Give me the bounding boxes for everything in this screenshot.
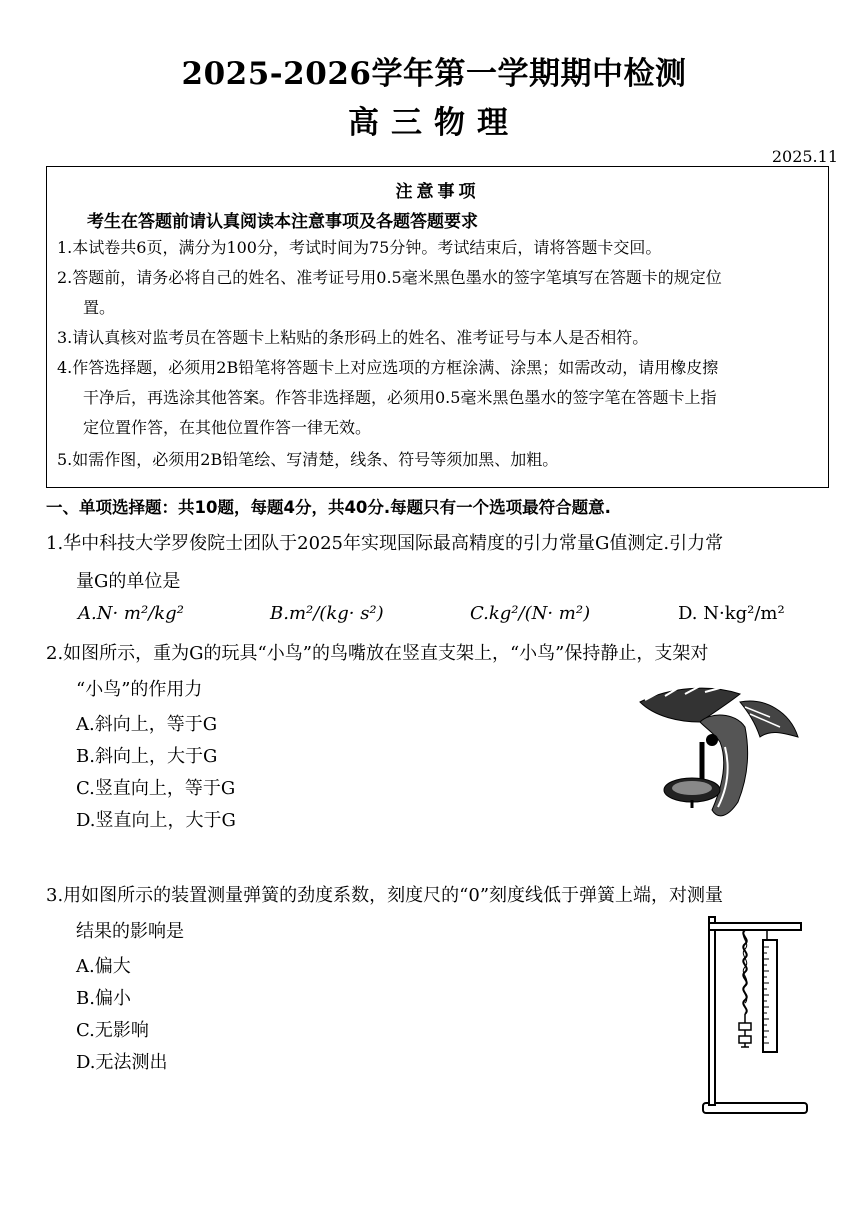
q2-option-a[interactable]: A.斜向上，等于G — [76, 714, 218, 735]
exam-subject: 高三物理 — [348, 105, 520, 141]
q1-option-d[interactable]: D. N·kg²/m² — [678, 603, 785, 624]
notice-item-5 — [57, 445, 825, 475]
notice-item-text: 3.请认真核对监考员在答题卡上粘贴的条形码上的姓名、准考证号与本人是否相符。 — [57, 328, 649, 347]
question-stem-cont: 结果的影响是 — [76, 921, 184, 942]
notice-item-text: 2.答题前，请务必将自己的姓名、准考证号用0.5毫米黑色墨水的签字笔填写在答题卡的规定位 — [57, 268, 722, 287]
question-stem: 2.如图所示，重为G的玩具“小鸟”的鸟嘴放在竖直支架上，“小鸟”保持静止，支架对 — [46, 643, 709, 664]
notice-heading: 注意事项 — [395, 182, 480, 202]
notice-item-text: 4.作答选择题，必须用2B铅笔将答题卡上对应选项的方框涂满、涂黑；如需改动，请用橡皮擦 — [57, 358, 719, 377]
notice-subheading: 考生在答题前请认真阅读本注意事项及各题答题要求 — [87, 212, 478, 232]
q3-option-b[interactable]: B.偏小 — [76, 988, 131, 1009]
notice-item-cont: 置。 — [83, 298, 116, 317]
bird-toy-figure — [630, 682, 805, 832]
question-stem: 1.华中科技大学罗俊院士团队于2025年实现国际最高精度的引力常量G值测定.引力常 — [46, 533, 724, 554]
notice-item-text: 1.本试卷共6页，满分为100分，考试时间为75分钟。考试结束后，请将答题卡交回。 — [57, 238, 662, 257]
q1-option-a[interactable]: A.N· m²/kg² — [78, 603, 184, 624]
notice-item-text: 5.如需作图，必须用2B铅笔绘、写清楚，线条、符号等须加黑、加粗。 — [57, 450, 559, 469]
question-stem: 3.用如图所示的装置测量弹簧的劲度系数，刻度尺的“0”刻度线低于弹簧上端，对测量 — [46, 885, 724, 906]
notice-item-1 — [57, 233, 825, 263]
notice-item-cont: 定位置作答，在其他位置作答一律无效。 — [83, 418, 372, 437]
exam-date: 2025.11 — [771, 147, 838, 166]
notice-item-4 — [57, 353, 825, 443]
q1-option-b[interactable]: B.m²/(kg· s²) — [270, 603, 384, 624]
question-stem-cont: 量G的单位是 — [76, 571, 181, 592]
q2-option-b[interactable]: B.斜向上，大于G — [76, 746, 218, 767]
exam-title: 2025-2026学年第一学期期中检测 — [181, 56, 687, 92]
notice-item-3 — [57, 323, 825, 353]
spring-apparatus-figure — [695, 915, 815, 1120]
question-stem-cont: “小鸟”的作用力 — [76, 679, 203, 700]
question-1 — [46, 528, 838, 598]
q3-option-c[interactable]: C.无影响 — [76, 1020, 149, 1041]
notice-item-2 — [57, 263, 825, 323]
q3-option-d[interactable]: D.无法测出 — [76, 1052, 168, 1073]
q1-option-c[interactable]: C.kg²/(N· m²) — [470, 603, 591, 624]
notice-box — [46, 166, 829, 488]
section-heading: 一、单项选择题：共10题，每题4分，共40分.每题只有一个选项最符合题意. — [46, 498, 611, 517]
notice-item-cont: 干净后，再选涂其他答案。作答非选择题，必须用0.5毫米黑色墨水的签字笔在答题卡上指 — [83, 388, 717, 407]
q2-option-c[interactable]: C.竖直向上，等于G — [76, 778, 236, 799]
q3-option-a[interactable]: A.偏大 — [76, 956, 131, 977]
q2-option-d[interactable]: D.竖直向上，大于G — [76, 810, 236, 831]
